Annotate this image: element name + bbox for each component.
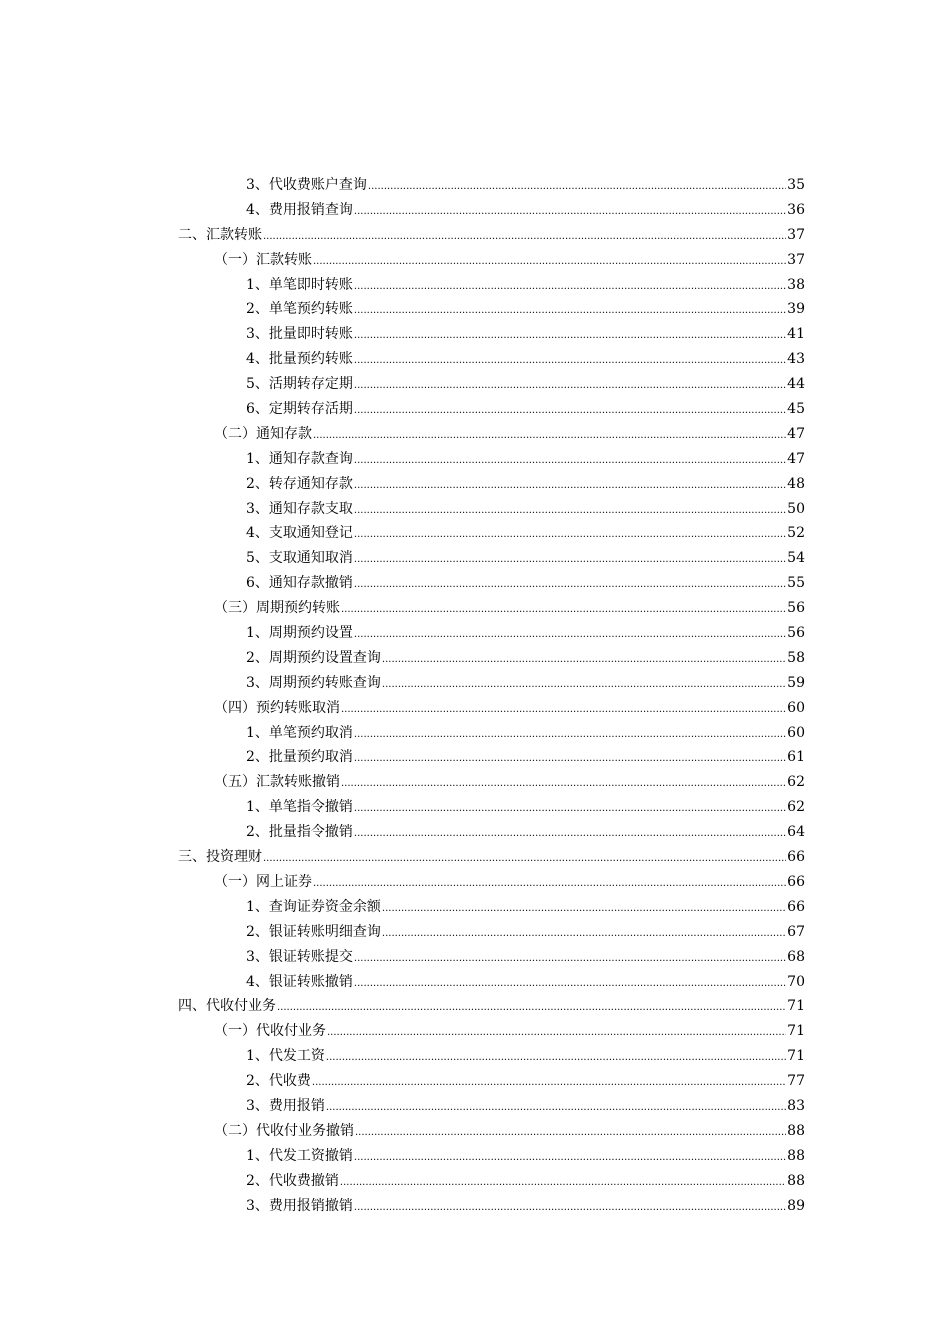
toc-entry-label: 2、代收费撤销: [246, 1172, 339, 1189]
toc-entry-page-number: 66: [787, 898, 805, 915]
toc-entry[interactable]: [0, 1094, 805, 1119]
toc-entry-label: 2、批量指令撤销: [246, 824, 353, 841]
toc-dot-leader: [354, 474, 786, 499]
toc-entry-label: （一）代收付业务: [214, 1023, 326, 1040]
toc-dot-leader: [263, 225, 786, 250]
toc-dot-leader: [354, 1146, 786, 1171]
toc-entry[interactable]: [0, 173, 805, 198]
toc-entry-page-number: 62: [787, 774, 805, 791]
toc-entry-label: 1、代发工资撤销: [246, 1147, 353, 1164]
toc-entry[interactable]: [0, 845, 805, 870]
table-of-contents: [0, 173, 950, 1218]
toc-dot-leader: [368, 175, 786, 200]
toc-entry[interactable]: [0, 596, 805, 621]
toc-entry-page-number: 71: [787, 1048, 805, 1065]
toc-entry-page-number: 60: [787, 724, 805, 741]
toc-entry[interactable]: [0, 521, 805, 546]
toc-dot-leader: [340, 1171, 786, 1196]
toc-entry[interactable]: [0, 198, 805, 223]
toc-entry-page-number: 56: [787, 600, 805, 617]
toc-dot-leader: [354, 723, 786, 748]
toc-dot-leader: [341, 598, 786, 623]
toc-entry-label: 1、周期预约设置: [246, 625, 353, 642]
toc-entry-label: 1、单笔指令撤销: [246, 799, 353, 816]
toc-dot-leader: [354, 822, 786, 847]
toc-entry-label: （一）网上证券: [214, 873, 312, 890]
toc-dot-leader: [263, 847, 786, 872]
toc-entry-label: 5、支取通知取消: [246, 550, 353, 567]
toc-entry-page-number: 58: [787, 649, 805, 666]
toc-entry-page-number: 47: [787, 450, 805, 467]
toc-entry-label: 3、批量即时转账: [246, 326, 353, 343]
toc-entry-label: （二）代收付业务撤销: [214, 1122, 354, 1139]
toc-entry[interactable]: [0, 770, 805, 795]
toc-dot-leader: [326, 1046, 786, 1071]
toc-dot-leader: [382, 673, 786, 698]
toc-entry-page-number: 67: [787, 923, 805, 940]
toc-dot-leader: [313, 250, 786, 275]
toc-entry-page-number: 66: [787, 873, 805, 890]
toc-entry[interactable]: [0, 721, 805, 746]
toc-entry-label: （五）汇款转账撤销: [214, 774, 340, 791]
toc-dot-leader: [277, 996, 786, 1021]
toc-entry-label: 1、单笔预约取消: [246, 724, 353, 741]
toc-entry-page-number: 56: [787, 625, 805, 642]
toc-entry[interactable]: [0, 447, 805, 472]
toc-dot-leader: [382, 897, 786, 922]
toc-entry-page-number: 71: [787, 998, 805, 1015]
toc-entry-label: 3、周期预约转账查询: [246, 674, 381, 691]
toc-dot-leader: [354, 399, 786, 424]
toc-entry-label: 2、银证转账明细查询: [246, 923, 381, 940]
toc-entry-page-number: 35: [787, 177, 805, 193]
toc-entry-page-number: 64: [787, 824, 805, 841]
toc-entry[interactable]: [0, 1044, 805, 1069]
toc-entry-label: 2、周期预约设置查询: [246, 649, 381, 666]
toc-entry-label: 3、代收费账户查询: [246, 177, 367, 193]
toc-entry[interactable]: [0, 248, 805, 273]
toc-entry[interactable]: [0, 895, 805, 920]
toc-entry-page-number: 45: [787, 401, 805, 418]
toc-entry-label: （三）周期预约转账: [214, 600, 340, 617]
toc-entry[interactable]: [0, 646, 805, 671]
toc-entry-label: 4、批量预约转账: [246, 351, 353, 368]
toc-entry-page-number: 50: [787, 500, 805, 517]
toc-entry-page-number: 41: [787, 326, 805, 343]
toc-entry-label: 1、单笔即时转账: [246, 276, 353, 293]
toc-dot-leader: [382, 922, 786, 947]
toc-dot-leader: [313, 424, 786, 449]
toc-dot-leader: [354, 947, 786, 972]
toc-entry[interactable]: [0, 994, 805, 1019]
toc-entry[interactable]: [0, 546, 805, 571]
toc-entry[interactable]: [0, 372, 805, 397]
toc-dot-leader: [354, 548, 786, 573]
toc-dot-leader: [326, 1096, 786, 1121]
toc-dot-leader: [354, 747, 786, 772]
toc-entry[interactable]: [0, 745, 805, 770]
toc-entry-page-number: 60: [787, 699, 805, 716]
toc-entry-label: （四）预约转账取消: [214, 699, 340, 716]
toc-entry-label: 二、汇款转账: [178, 226, 262, 243]
toc-entry[interactable]: [0, 223, 805, 248]
toc-entry[interactable]: [0, 820, 805, 845]
toc-entry-page-number: 55: [787, 575, 805, 592]
toc-entry-label: 1、代发工资: [246, 1048, 325, 1065]
toc-entry-label: （二）通知存款: [214, 425, 312, 442]
toc-entry-page-number: 70: [787, 973, 805, 990]
toc-entry-label: 四、代收付业务: [178, 998, 276, 1015]
toc-dot-leader: [354, 449, 786, 474]
toc-entry-label: 6、定期转存活期: [246, 401, 353, 418]
toc-entry-page-number: 36: [787, 201, 805, 218]
toc-entry-page-number: 54: [787, 550, 805, 567]
toc-entry-label: 3、费用报销撤销: [246, 1197, 353, 1214]
toc-entry-page-number: 43: [787, 351, 805, 368]
toc-entry-label: 2、代收费: [246, 1073, 311, 1090]
toc-entry[interactable]: [0, 621, 805, 646]
toc-entry-page-number: 61: [787, 749, 805, 766]
toc-dot-leader: [354, 324, 786, 349]
toc-entry-label: 3、费用报销: [246, 1097, 325, 1114]
toc-entry-label: 1、查询证券资金余额: [246, 898, 381, 915]
toc-dot-leader: [354, 349, 786, 374]
toc-dot-leader: [313, 872, 786, 897]
toc-entry[interactable]: [0, 571, 805, 596]
toc-entry-page-number: 47: [787, 425, 805, 442]
toc-entry[interactable]: [0, 1019, 805, 1044]
toc-dot-leader: [312, 1071, 786, 1096]
toc-entry-page-number: 37: [787, 226, 805, 243]
toc-entry-page-number: 88: [787, 1172, 805, 1189]
toc-dot-leader: [354, 573, 786, 598]
toc-entry-page-number: 88: [787, 1147, 805, 1164]
toc-entry-label: 3、通知存款支取: [246, 500, 353, 517]
toc-dot-leader: [354, 499, 786, 524]
toc-entry-page-number: 52: [787, 525, 805, 542]
toc-dot-leader: [355, 1121, 786, 1146]
toc-entry-label: 6、通知存款撤销: [246, 575, 353, 592]
toc-entry-label: 三、投资理财: [178, 849, 262, 866]
toc-entry-page-number: 37: [787, 251, 805, 268]
toc-entry[interactable]: [0, 671, 805, 696]
toc-entry-page-number: 68: [787, 948, 805, 965]
toc-dot-leader: [354, 797, 786, 822]
toc-entry[interactable]: [0, 497, 805, 522]
toc-entry[interactable]: [0, 347, 805, 372]
toc-entry-label: 4、费用报销查询: [246, 201, 353, 218]
toc-entry-page-number: 89: [787, 1197, 805, 1214]
toc-dot-leader: [354, 972, 786, 997]
toc-entry-label: 4、银证转账撤销: [246, 973, 353, 990]
toc-entry-label: 4、支取通知登记: [246, 525, 353, 542]
toc-entry-label: 3、银证转账提交: [246, 948, 353, 965]
toc-entry[interactable]: [0, 1194, 805, 1219]
toc-entry-page-number: 66: [787, 849, 805, 866]
toc-entry-page-number: 44: [787, 376, 805, 393]
toc-entry[interactable]: [0, 870, 805, 895]
toc-dot-leader: [354, 275, 786, 300]
toc-entry-page-number: 88: [787, 1122, 805, 1139]
toc-entry-label: 2、转存通知存款: [246, 475, 353, 492]
toc-dot-leader: [341, 772, 786, 797]
toc-entry-page-number: 39: [787, 301, 805, 318]
toc-dot-leader: [327, 1021, 786, 1046]
toc-entry-page-number: 83: [787, 1097, 805, 1114]
toc-entry-page-number: 77: [787, 1073, 805, 1090]
toc-entry-page-number: 71: [787, 1023, 805, 1040]
toc-entry-label: （一）汇款转账: [214, 251, 312, 268]
toc-entry[interactable]: [0, 970, 805, 995]
toc-entry[interactable]: [0, 945, 805, 970]
toc-entry[interactable]: [0, 1119, 805, 1144]
toc-entry[interactable]: [0, 472, 805, 497]
toc-entry-page-number: 59: [787, 674, 805, 691]
toc-entry-label: 1、通知存款查询: [246, 450, 353, 467]
toc-entry[interactable]: [0, 1169, 805, 1194]
toc-dot-leader: [354, 299, 786, 324]
toc-entry-label: 2、单笔预约转账: [246, 301, 353, 318]
toc-dot-leader: [354, 623, 786, 648]
toc-dot-leader: [354, 523, 786, 548]
toc-entry[interactable]: [0, 273, 805, 298]
toc-entry[interactable]: [0, 1144, 805, 1169]
toc-entry[interactable]: [0, 322, 805, 347]
toc-entry[interactable]: [0, 422, 805, 447]
toc-dot-leader: [354, 1196, 786, 1221]
toc-entry[interactable]: [0, 1069, 805, 1094]
toc-entry-page-number: 48: [787, 475, 805, 492]
toc-dot-leader: [354, 200, 786, 225]
toc-entry-label: 2、批量预约取消: [246, 749, 353, 766]
toc-entry[interactable]: [0, 920, 805, 945]
toc-entry[interactable]: [0, 696, 805, 721]
toc-entry[interactable]: [0, 397, 805, 422]
toc-dot-leader: [382, 648, 786, 673]
toc-entry-page-number: 38: [787, 276, 805, 293]
toc-entry-page-number: 62: [787, 799, 805, 816]
toc-entry-label: 5、活期转存定期: [246, 376, 353, 393]
toc-entry[interactable]: [0, 297, 805, 322]
toc-dot-leader: [354, 374, 786, 399]
toc-entry[interactable]: [0, 795, 805, 820]
toc-dot-leader: [341, 698, 786, 723]
